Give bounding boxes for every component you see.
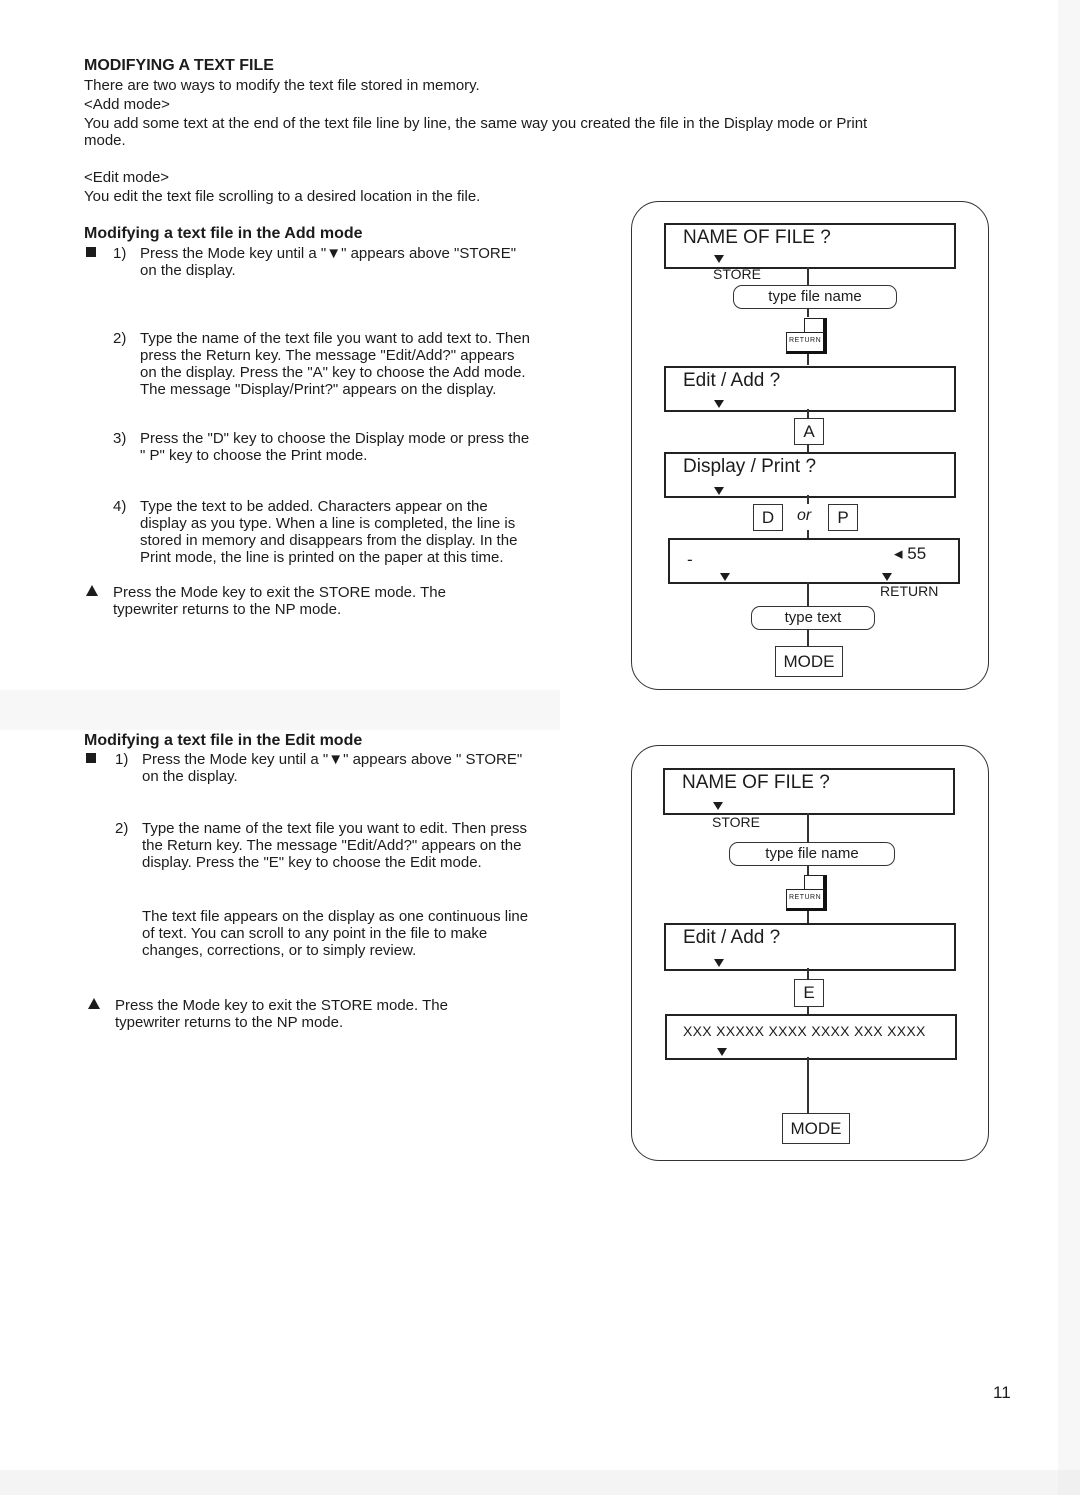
display-text: Edit / Add ? [683, 370, 781, 391]
type-file-name-step: type file name [729, 842, 895, 866]
connector-line [807, 630, 809, 646]
square-bullet-icon [86, 247, 96, 257]
edit-paragraph: The text file appears on the display as one continuous line of text. You can scroll to any point in the file to make changes, corrections, or to simply review. [142, 908, 529, 959]
square-bullet-icon [86, 753, 96, 763]
connector-line [807, 267, 809, 285]
display-screen-edit-add [664, 923, 956, 971]
mode-key: MODE [775, 646, 843, 677]
edit-note: Press the Mode key to exit the STORE mode. The typewriter returns to the NP mode. [115, 997, 448, 1031]
connector-line [807, 911, 809, 923]
step-number: 2) [113, 330, 127, 347]
add-mode-desc-1: You add some text at the end of the text file line by line, the same way you created the file in the Display mode or Print [84, 115, 868, 132]
connector-line [807, 409, 809, 418]
connector-line [807, 309, 809, 317]
add-step-4: Type the text to be added. Characters appear on the display as you type. When a line is completed, the line is stored in memory and disappears from the display. In the Print mode, the line is printed on the paper at this time. [140, 498, 518, 566]
display-text: NAME OF FILE ? [683, 227, 831, 248]
edit-section-heading: Modifying a text file in the Edit mode [84, 732, 363, 749]
step-number: 1) [113, 245, 127, 262]
indicator-arrow-icon [882, 573, 892, 581]
display-screen-name-of-file [663, 768, 955, 815]
add-step-2: Type the name of the text file you want to add text to. Then press the Return key. The message "Edit/Add?" appears on the display. Press the "A" key to choose the Add mode. The message "Display/Print?" appears on the display. [140, 330, 530, 398]
display-text: NAME OF FILE ? [682, 772, 830, 793]
add-mode-desc-2: mode. [84, 132, 126, 149]
indicator-arrow-icon [713, 802, 723, 810]
edit-mode-desc: You edit the text file scrolling to a desired location in the file. [84, 188, 481, 205]
d-key: D [753, 504, 783, 531]
add-step-1: Press the Mode key until a "▼" appears above "STORE" on the display. [140, 245, 517, 279]
return-label: RETURN [880, 583, 939, 599]
return-key-icon: RETURN [786, 318, 826, 352]
or-label: or [797, 507, 812, 524]
scan-smudge [0, 690, 560, 730]
step-number: 3) [113, 430, 127, 447]
edit-mode-tag: <Edit mode> [84, 169, 170, 186]
store-label: STORE [712, 814, 760, 830]
connector-line [807, 582, 809, 606]
add-section-heading: Modifying a text file in the Add mode [84, 225, 363, 242]
triangle-bullet-icon [86, 585, 98, 596]
scan-right-edge [1058, 0, 1080, 1495]
p-key: P [828, 504, 858, 531]
add-mode-tag: <Add mode> [84, 96, 170, 113]
connector-line [807, 968, 809, 979]
type-file-name-step: type file name [733, 285, 897, 309]
indicator-arrow-icon [714, 487, 724, 495]
scan-edge [0, 1470, 1080, 1495]
page-title: MODIFYING A TEXT FILE [84, 57, 274, 74]
indicator-arrow-icon [714, 400, 724, 408]
connector-line [807, 1057, 809, 1113]
connector-line [807, 495, 809, 504]
display-screen-text-line [665, 1014, 957, 1060]
indicator-arrow-icon [714, 255, 724, 263]
connector-line [807, 866, 809, 875]
connector-line [807, 530, 809, 538]
connector-line [807, 354, 809, 365]
edit-step-2: Type the name of the text file you want to edit. Then press the Return key. The message "Edit/Add?" appears on the display. Press the "E" key to choose the Edit mode. [142, 820, 527, 871]
store-label: STORE [713, 266, 761, 282]
step-number: 2) [115, 820, 129, 837]
add-note: Press the Mode key to exit the STORE mode. The typewriter returns to the NP mode. [113, 584, 446, 618]
cursor-dash: - [687, 550, 693, 569]
e-key: E [794, 979, 824, 1007]
connector-line [807, 813, 809, 842]
display-text: XXX XXXXX XXXX XXXX XXX XXXX [683, 1023, 926, 1039]
display-screen-text-entry [668, 538, 960, 584]
intro-line: There are two ways to modify the text file stored in memory. [84, 77, 480, 94]
mode-key: MODE [782, 1113, 850, 1144]
add-step-3: Press the "D" key to choose the Display mode or press the " P" key to choose the Print mode. [140, 430, 530, 464]
return-key-icon: RETURN [786, 875, 826, 909]
indicator-arrow-icon [717, 1048, 727, 1056]
connector-line [807, 444, 809, 452]
indicator-arrow-icon [720, 573, 730, 581]
step-number: 1) [115, 751, 129, 768]
edit-step-1: Press the Mode key until a "▼" appears above " STORE" on the display. [142, 751, 523, 785]
indicator-arrow-icon [714, 959, 724, 967]
connector-line [807, 1006, 809, 1014]
step-number: 4) [113, 498, 127, 515]
page-number: 11 [993, 1383, 1011, 1402]
display-screen-name-of-file [664, 223, 956, 269]
triangle-bullet-icon [88, 998, 100, 1009]
display-text: Display / Print ? [683, 456, 817, 477]
display-screen-edit-add [664, 366, 956, 412]
type-text-step: type text [751, 606, 875, 630]
a-key: A [794, 418, 824, 445]
character-count: ◂ 55 [894, 544, 927, 563]
display-screen-display-print [664, 452, 956, 498]
display-text: Edit / Add ? [683, 927, 781, 948]
